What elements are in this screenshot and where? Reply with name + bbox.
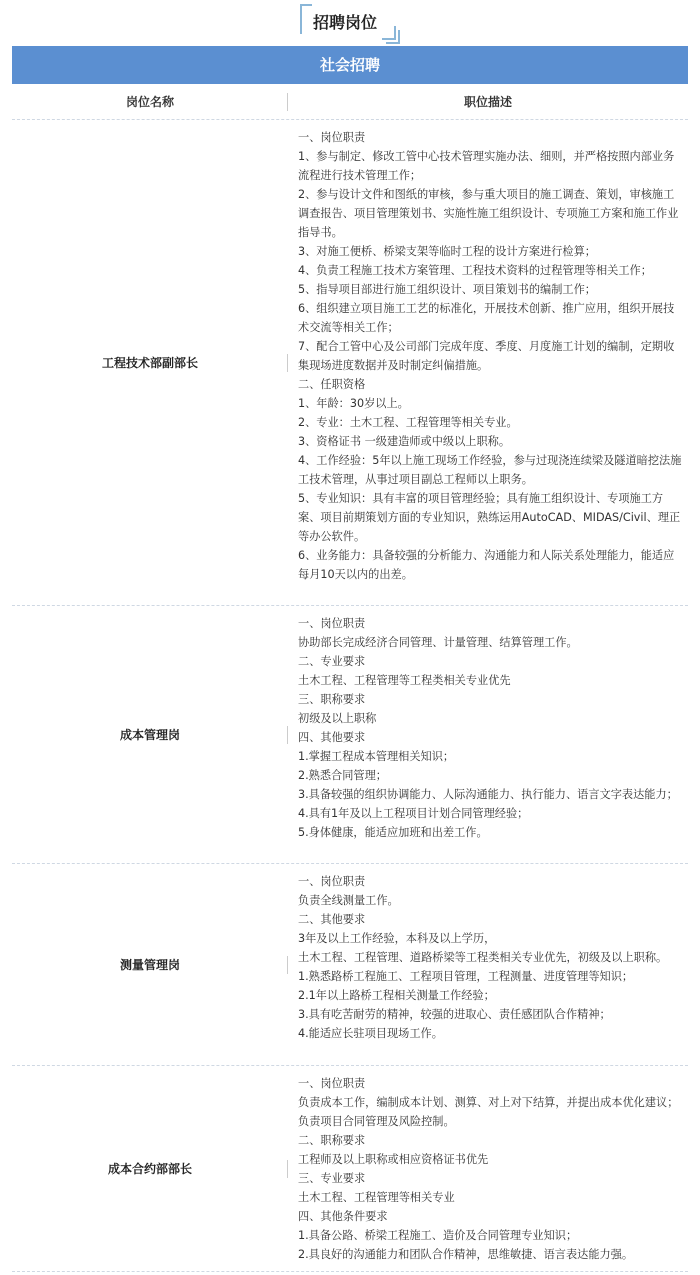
col-header-description: 职位描述 [463,95,512,109]
description-line: 2.熟悉合同管理； [298,769,387,782]
description-line: 负责成本工作，编制成本计划、测算、对上对下结算，并提出成本优化建议；负责项目合同管理及风险控制。 [298,1096,679,1128]
description-line: 2、专业：土木工程、工程管理等相关专业。 [298,416,518,429]
table-row [12,120,688,606]
description-line: 3、对施工便桥、桥梁支架等临时工程的设计方案进行检算； [298,245,596,258]
description-line: 初级及以上职称 [298,712,377,725]
description-line: 1.具备公路、桥梁工程施工、造价及合同管理专业知识； [298,1229,578,1242]
description-line: 四、其他条件要求 [298,1210,388,1223]
job-table-body [0,120,700,1272]
description-line: 负责全线测量工作。 [298,894,399,907]
description-line: 二、任职资格 [298,378,366,391]
description-line: 土木工程、工程管理、道路桥梁等工程类相关专业优先，初级及以上职称。 [298,951,668,964]
description-line: 5、专业知识：具有丰富的项目管理经验；具有施工组织设计、专项施工方案、项目前期策划方面的专业知识，熟练运用AutoCAD、MIDAS/Civil、理正等办公软件。 [298,492,681,543]
description-line: 3.具有吃苦耐劳的精神，较强的进取心、责任感团队合作精神； [298,1008,611,1021]
job-position-name: 工程技术部副部长 [12,120,288,605]
job-position-name: 测量管理岗 [12,864,288,1065]
description-line: 1.熟悉路桥工程施工、工程项目管理，工程测量、进度管理等知识； [298,970,634,983]
description-line: 2、参与设计文件和图纸的审核，参与重大项目的施工调查、策划，审核施工调查报告、项目管理策划书、实施性施工组织设计、专项施工方案和施工作业指导书。 [298,188,679,239]
job-description [288,606,688,863]
description-line: 4、负责工程施工技术方案管理、工程技术资料的过程管理等相关工作； [298,264,652,277]
title-area [0,0,700,46]
description-line: 5.身体健康，能适应加班和出差工作。 [298,826,488,839]
description-line: 一、岗位职责 [298,1077,366,1090]
table-header [12,84,688,120]
description-line: 4.能适应长驻项目现场工作。 [298,1027,443,1040]
col-header-position: 岗位名称 [12,84,288,119]
description-line: 二、职称要求 [298,1134,366,1147]
description-line: 1.掌握工程成本管理相关知识； [298,750,455,763]
description-line: 2.1年以上路桥工程相关测量工作经验； [298,989,495,1002]
job-description [288,1066,688,1271]
description-line: 二、其他要求 [298,913,366,926]
page-title: 招聘岗位 [312,13,377,32]
description-line: 5、指导项目部进行施工组织设计、项目策划书的编制工作； [298,283,596,296]
description-line: 一、岗位职责 [298,131,366,144]
job-description [288,864,688,1065]
description-line: 1、年龄：30岁以上。 [298,397,409,410]
description-line: 6、业务能力：具备较强的分析能力、沟通能力和人际关系处理能力，能适应每月10天以内的出差。 [298,549,675,581]
job-position-name: 成本管理岗 [12,606,288,863]
table-row [12,606,688,864]
description-line: 3.具备较强的组织协调能力、人际沟通能力、执行能力、语言文字表达能力； [298,788,678,801]
description-line: 4.具有1年及以上工程项目计划合同管理经验； [298,807,529,820]
description-line: 3、资格证书 一级建造师或中级以上职称。 [298,435,511,448]
section-banner: 社会招聘 [12,46,688,84]
description-line: 7、配合工管中心及公司部门完成年度、季度、月度施工计划的编制，定期收集现场进度数据并及时制定纠偏措施。 [298,340,675,372]
table-row [12,864,688,1066]
description-line: 四、其他要求 [298,731,366,744]
description-line: 协助部长完成经济合同管理、计量管理、结算管理工作。 [298,636,578,649]
job-description [288,120,688,605]
job-position-name: 成本合约部部长 [12,1066,288,1271]
description-line: 4、工作经验：5年以上施工现场工作经验，参与过现浇连续梁及隧道暗挖法施工技术管理，从事过项目副总工程师以上职务。 [298,454,682,486]
description-line: 2.具良好的沟通能力和团队合作精神，思维敏捷、语言表达能力强。 [298,1248,634,1261]
description-line: 3年及以上工作经验，本科及以上学历， [298,932,496,945]
description-line: 一、岗位职责 [298,617,366,630]
description-line: 三、职称要求 [298,693,366,706]
description-line: 6、组织建立项目施工工艺的标准化，开展技术创新、推广应用，组织开展技术交流等相关工作； [298,302,675,334]
description-line: 土木工程、工程管理等工程类相关专业优先 [298,674,511,687]
description-line: 二、专业要求 [298,655,366,668]
description-line: 1、参与制定、修改工管中心技术管理实施办法、细则，并严格按照内部业务流程进行技术管理工作； [298,150,675,182]
table-row [12,1066,688,1272]
description-line: 一、岗位职责 [298,875,366,888]
description-line: 三、专业要求 [298,1172,366,1185]
description-line: 土木工程、工程管理等相关专业 [298,1191,455,1204]
description-line: 工程师及以上职称或相应资格证书优先 [298,1153,489,1166]
